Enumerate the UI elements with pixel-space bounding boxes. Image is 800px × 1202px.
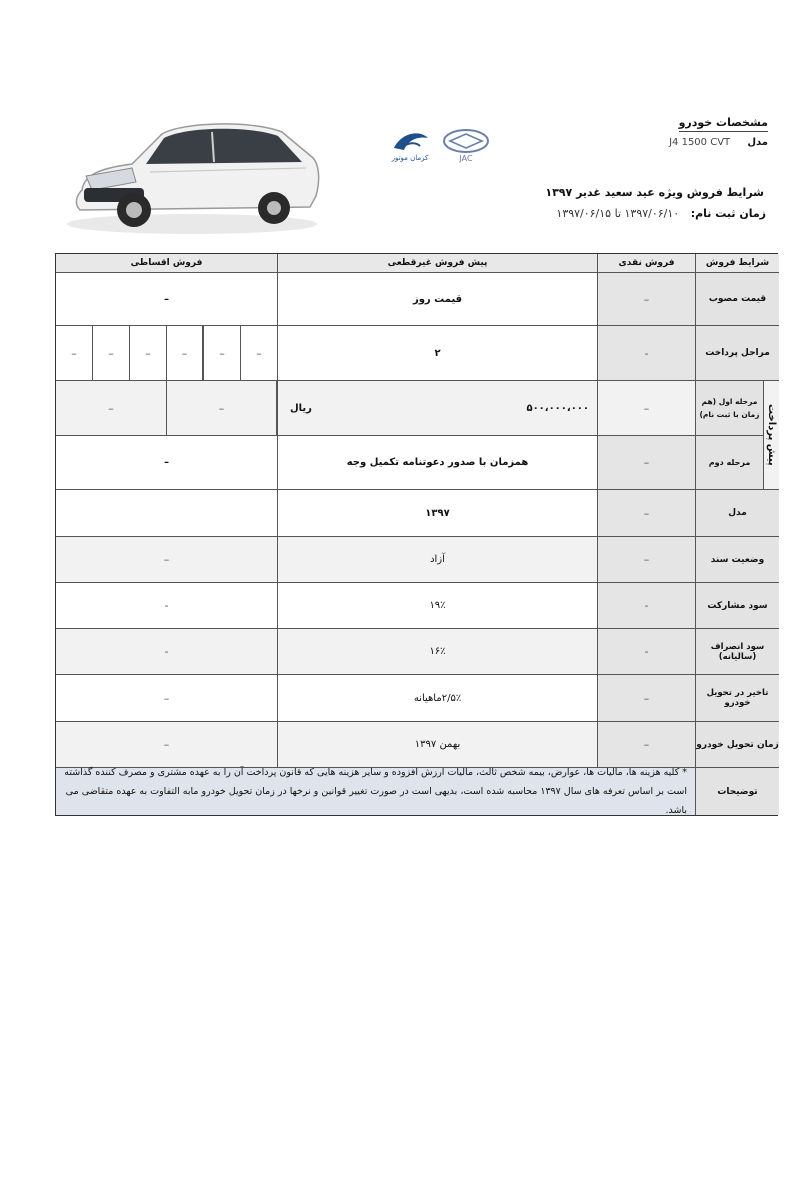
- registration-label: زمان ثبت نام:: [690, 207, 766, 220]
- sales-conditions-table: [55, 253, 778, 816]
- installment-document: –: [56, 537, 278, 583]
- cash-profit: -: [598, 583, 696, 629]
- row-label-delay: تاخیر در تحویل خودرو: [696, 675, 779, 722]
- installment-model: [56, 490, 278, 537]
- col-presale: پیش فروش غیرقطعی: [278, 254, 598, 273]
- presale-profit: ۱۹٪: [278, 583, 598, 629]
- cash-payment-stages: -: [598, 326, 696, 381]
- row-label-notes: توضیحات: [696, 768, 779, 815]
- presale-stage-two: همزمان با صدور دعوتنامه تکمیل وجه: [278, 436, 598, 490]
- row-label-stage-two: مرحله دوم: [696, 436, 764, 490]
- cash-cancel: -: [598, 629, 696, 675]
- col-conditions: شرایط فروش: [696, 254, 779, 273]
- svg-text:کرمان موتور: کرمان موتور: [391, 154, 429, 162]
- row-label-delivery: زمان تحویل خودرو: [696, 722, 779, 768]
- spec-title: مشخصات خودرو: [679, 116, 768, 132]
- installment-cancel: -: [56, 629, 278, 675]
- stage-one-currency: ریال: [290, 402, 312, 414]
- row-label-cancel: سود انصراف (سالیانه): [696, 629, 779, 675]
- row-label-document: وضعیت سند: [696, 537, 779, 583]
- presale-model: ۱۳۹۷: [278, 490, 598, 537]
- presale-payment-stages: ۲: [278, 326, 598, 381]
- notes-text: * کلیه هزینه ها، مالیات ها، عوارض، بیمه شخص ثالث، مالیات ارزش افزوده و سایر هزینه هایی که قانون پرداخت آن را به عهده مشتری و مصرف کننده گذاشته است بر اساس تعرفه های سال ۱۳۹۷ محاسبه شده است، بدیهی است در صورت تغییر قوانین و نرخها در زمان تحویل خودرو مابه التفاوت به عهده متقاضی می باشد.: [56, 768, 696, 815]
- installment-stage-cell: –: [241, 326, 278, 381]
- conditions-title: شرایط فروش ویژه عید سعید غدیر ۱۳۹۷: [545, 186, 764, 199]
- cash-delay: –: [598, 675, 696, 722]
- cash-model: –: [598, 490, 696, 537]
- installment-stage-cell: –: [56, 326, 93, 381]
- presale-delay: ۲/۵٪ماهیانه: [278, 675, 598, 722]
- installment-stage-one-cell: –: [56, 381, 167, 436]
- model-value: J4 1500 CVT: [669, 137, 731, 148]
- model-label: مدل: [747, 137, 768, 148]
- installment-delivery: –: [56, 722, 278, 768]
- svg-text:JAC: JAC: [459, 154, 473, 163]
- installment-stage-cell: –: [130, 326, 167, 381]
- presale-approved-price: قیمت روز: [278, 273, 598, 326]
- presale-delivery: بهمن ۱۳۹۷: [278, 722, 598, 768]
- installment-delay: –: [56, 675, 278, 722]
- installment-stage-cell: –: [167, 326, 204, 381]
- kerman-motor-logo: [384, 128, 436, 164]
- installment-stage-cell: –: [93, 326, 130, 381]
- installment-approved-price: –: [56, 273, 278, 326]
- presale-document: آزاد: [278, 537, 598, 583]
- col-cash: فروش نقدی: [598, 254, 696, 273]
- cash-document: –: [598, 537, 696, 583]
- row-label-stage-one: مرحله اول (هم زمان با ثبت نام): [696, 381, 764, 436]
- row-label-model: مدل: [696, 490, 779, 537]
- row-label-profit: سود مشارکت: [696, 583, 779, 629]
- cash-stage-one: –: [598, 381, 696, 436]
- cash-approved-price: –: [598, 273, 696, 326]
- prepayment-group-label: پیش پرداخت: [764, 381, 779, 490]
- installment-stage-one-cell: –: [167, 381, 278, 436]
- jac-logo: [438, 128, 494, 164]
- installment-stage-cell: –: [204, 326, 241, 381]
- col-installment: فروش اقساطی: [56, 254, 278, 273]
- cash-delivery: –: [598, 722, 696, 768]
- row-label-approved-price: قیمت مصوب: [696, 273, 779, 326]
- model-line: [669, 137, 768, 148]
- registration-value: ۱۳۹۷/۰۶/۱۰ تا ۱۳۹۷/۰۶/۱۵: [556, 207, 680, 220]
- installment-stage-two: –: [56, 436, 278, 490]
- installment-profit: -: [56, 583, 278, 629]
- cash-stage-two: –: [598, 436, 696, 490]
- car-image: [62, 112, 324, 237]
- registration-line: [556, 207, 766, 220]
- row-label-payment-stages: مراحل پرداخت: [696, 326, 779, 381]
- stage-one-amount: ۵۰۰،۰۰۰،۰۰۰: [526, 402, 589, 414]
- presale-cancel: ۱۶٪: [278, 629, 598, 675]
- presale-stage-one: [278, 381, 598, 436]
